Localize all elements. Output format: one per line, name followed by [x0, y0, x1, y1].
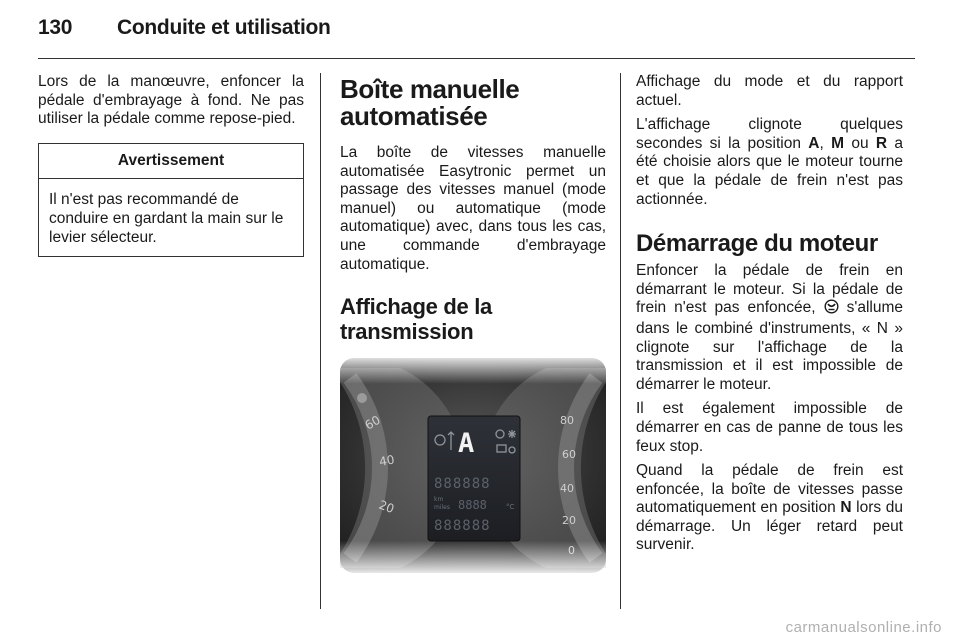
section-heading-engine-start: Démarrage du moteur [636, 230, 878, 258]
gearbox-paragraph: La boîte de vitesses manuelle automatisée Easytronic permet un passage des vitesses manuel (mode manuel) ou automatique (mode automatique) avec, dans tous les cas, une commande d'embrayage automatique. [340, 144, 606, 273]
watermark: carmanualsonline.info [785, 619, 942, 636]
neutral-paragraph: Quand la pédale de frein est enfoncée, la boîte de vitesses passe automatiquement en position N lors du démarrage. Un léger retard peut survenir. [636, 462, 903, 554]
brake-pedal-warning-icon [824, 299, 839, 320]
column-middle [340, 73, 606, 573]
column-right [636, 73, 903, 555]
intro-paragraph: Lors de la manœuvre, enfoncer la pédale d'embrayage à fond. Ne pas utiliser la pédale comme repose-pied. [38, 73, 304, 128]
column-left [38, 73, 304, 257]
flash-paragraph: L'affichage clignote quelques secondes si la position A, M ou R a été choisie alors que le moteur tourne et que la pédale de frein n'est pas actionnée. [636, 116, 904, 208]
mode-display-paragraph: Affichage du mode et du rapport actuel. [636, 73, 903, 109]
column-divider [620, 73, 621, 609]
brake-lights-paragraph: Il est également impossible de démarrer en cas de panne de tous les feux stop. [636, 400, 903, 455]
column-divider [320, 73, 321, 609]
instrument-cluster-image [340, 358, 606, 573]
header-rule [38, 58, 915, 59]
page-title: Conduite et utilisation [117, 16, 331, 39]
warning-box [38, 143, 304, 257]
warning-body: Il n'est pas recommandé de conduire en gardant la main sur le levier sélecteur. [49, 191, 284, 246]
section-heading-transmission-display: Affichage de la transmission [340, 294, 492, 345]
section-heading-automated-gearbox: Boîte manuelle automatisée [340, 74, 520, 131]
page-number: 130 [38, 16, 73, 39]
warning-title: Avertissement [39, 144, 303, 180]
start-paragraph: Enfoncer la pédale de frein en démarrant le moteur. Si la pédale de frein n'est pas enfoncée, s'allume dans le combiné d'instruments, « N » clignote sur l'affichage de la transmission et il est impossible de démarrer le moteur. [636, 262, 903, 393]
